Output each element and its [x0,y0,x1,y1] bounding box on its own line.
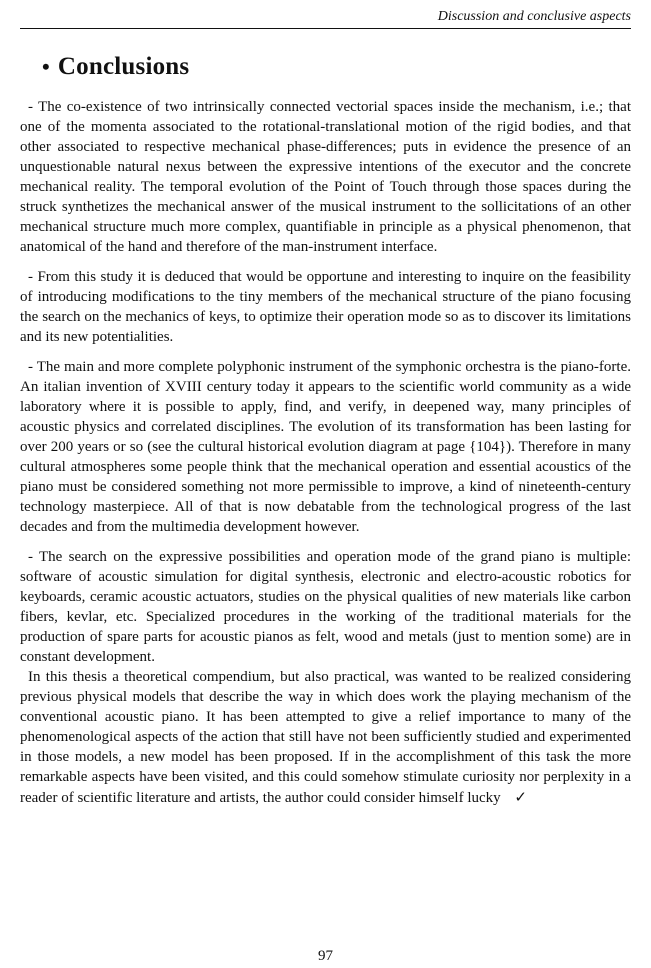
checkmark-icon: ✓ [514,788,527,806]
final-paragraph-text: In this thesis a theoretical compendium, but also practical, was wanted to be realized considering previous physical models that describe the way in which does work the playing mechanism of the conventional acoustic piano. It has been attempted to give a relief importance to many of the phenomenological aspects of the action that still have not been sufficiently studied and experimented in those models, a new model has been proposed. If in the accomplishment of this task the more remarkable aspects have been visited, and this could somehow stimulate curiosity nor perplexity in a reader of scientific literature and artists, the author could consider himself lucky [20,669,631,806]
section-heading [42,52,189,82]
running-header: Discussion and conclusive aspects [20,8,631,29]
paragraph: - The search on the expressive possibilities and operation mode of the grand piano is multiple: software of acoustic simulation for digital synthesis, electronic and electro-acoustic robotics for keyboards, ceramic acoustic actuators, studies on the physical qualities of new materials like carbon fibers, kevlar, etc. Specialized procedures in the working of the traditional materials for the production of spare parts for acoustic pianos as felt, wood and metals (just to mention some) are in constant development. [20,549,631,665]
body-text [20,97,631,818]
paragraph: - The co-existence of two intrinsically connected vectorial spaces inside the mechanism, i.e.; that one of the momenta associated to the rotational-translational motion of the rigid bodies, and that other associated to respective mechanical phase-differences; puts in evidence the presence of an unquestionable natural nexus between the expressive intentions of the executor and the concrete mechanical reality. The temporal evolution of the Point of Touch through those spaces during the struck synthetizes the mechanical answer of the musical instrument to the sollicitations of an other mechanical structure much more complex, quantifiable in principle as a physical phenomenon, that anatomical of the hand and therefore of the man-instrument interface. [20,99,631,255]
paragraph: - The main and more complete polyphonic instrument of the symphonic orchestra is the piano-forte. An italian invention of XVIII century today it appears to the scientific world community as a wide laboratory where it is possible to apply, find, and verify, in deepened way, many principles of acoustic physics and correlated disciplines. The evolution of its transformation has been lasting for over 200 years or so (see the cultural historical evolution diagram at page {104}). Therefore in many cultural atmospheres some people think that the mechanical operation and essential acoustics of the piano must be considered something not more permissible to improve, a kind of nineteenth-century technology masterpiece. All of that is now debatable from the technological progress of the last decades and from the multimedia development however. [20,359,631,535]
final-paragraph [20,667,631,808]
heading-bullet: • [42,54,50,79]
paragraph: - From this study it is deduced that would be opportune and interesting to inquire on the feasibility of introducing modifications to the tiny members of the mechanical structure of the piano focusing the search on the mechanics of keys, to optimize their operation mode so as to discover its limitations and its new potentialities. [20,269,631,345]
heading-title: Conclusions [57,53,190,80]
page-number: 97 [318,948,333,964]
